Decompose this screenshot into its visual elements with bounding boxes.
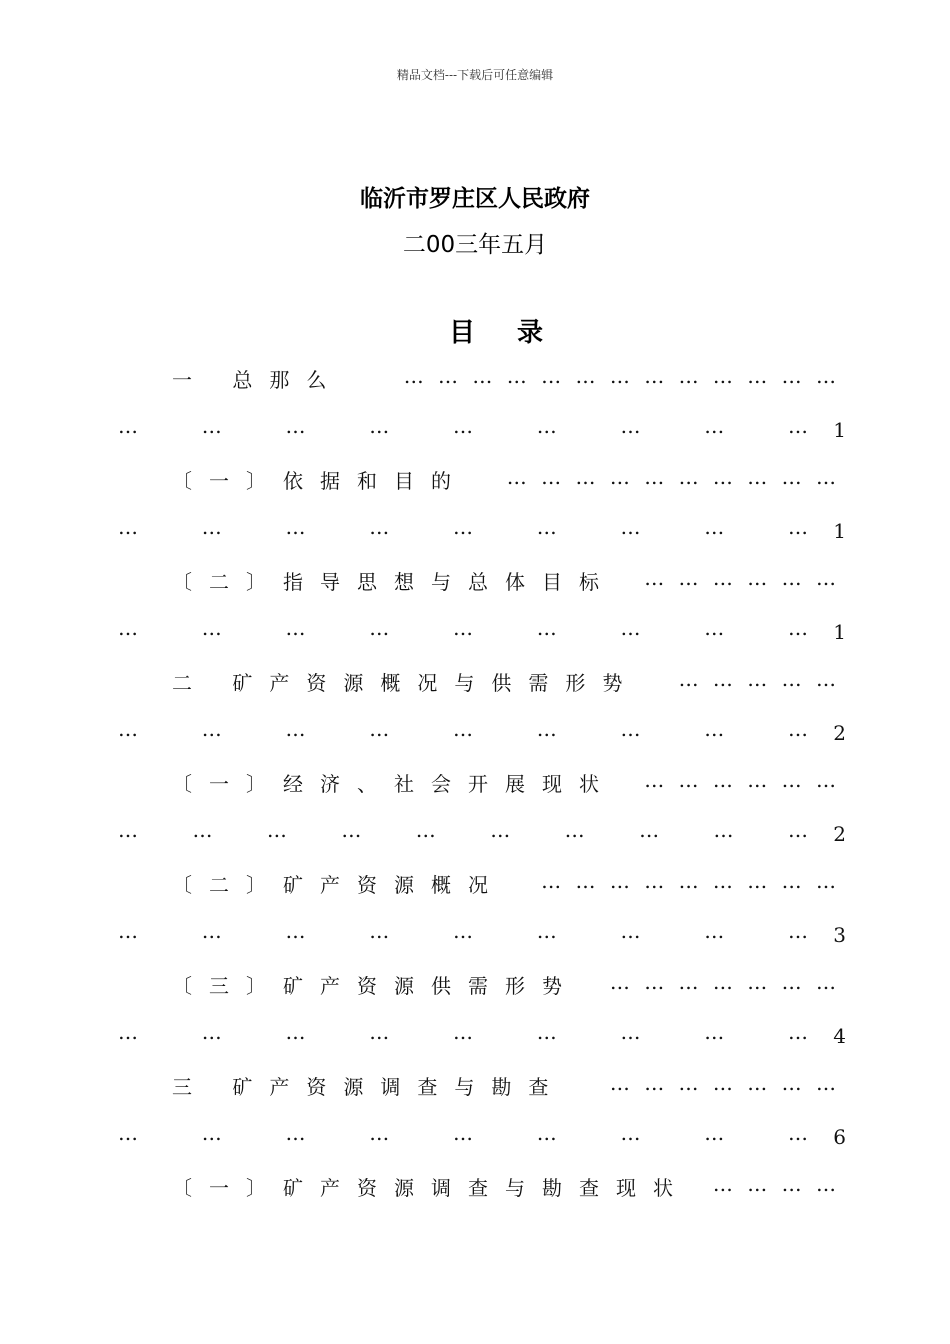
leader-dot: …: [620, 919, 641, 943]
leader-dot: …: [118, 414, 138, 438]
leader-dot: …: [118, 1121, 138, 1145]
toc-leader-dots: … … … … … … … … … …: [506, 465, 840, 489]
toc-entry-continuation: [118, 515, 846, 545]
leader-dot: …: [118, 919, 138, 943]
toc-entry[interactable]: [172, 869, 840, 899]
toc-title: 目录: [448, 318, 585, 348]
toc-entry[interactable]: [172, 970, 840, 1000]
toc-leader-dots: [118, 515, 808, 539]
leader-dot: …: [201, 515, 222, 539]
leader-dot: …: [620, 1121, 641, 1145]
leader-dot: …: [490, 818, 511, 842]
leader-dot: …: [118, 717, 138, 741]
leader-dot: …: [713, 818, 734, 842]
toc-leader-dots: [118, 616, 808, 640]
toc-entry[interactable]: [172, 768, 840, 798]
leader-dot: …: [787, 818, 808, 842]
leader-dot: …: [704, 717, 725, 741]
leader-dot: …: [285, 717, 306, 741]
toc-entry-continuation: [118, 717, 846, 747]
leader-dot: …: [620, 717, 641, 741]
leader-dot: …: [453, 1020, 473, 1044]
toc-page-number: 1: [833, 620, 846, 644]
leader-dot: …: [285, 414, 306, 438]
toc-entry-label: 〔三〕矿产资源供需形势: [172, 974, 579, 998]
toc-entry-continuation: [118, 919, 846, 949]
toc-page-number: 2: [833, 822, 846, 846]
toc-page-number: 4: [833, 1024, 846, 1048]
leader-dot: …: [369, 616, 390, 640]
toc-entry[interactable]: [172, 1071, 840, 1101]
leader-dot: …: [453, 616, 473, 640]
leader-dot: …: [341, 818, 362, 842]
toc-leader-dots: … … … … … …: [644, 768, 840, 792]
leader-dot: …: [620, 515, 641, 539]
leader-dot: …: [453, 515, 473, 539]
leader-dot: …: [453, 1121, 473, 1145]
leader-dot: …: [536, 1020, 557, 1044]
toc-leader-dots: … … … … …: [678, 667, 840, 691]
leader-dot: …: [369, 919, 390, 943]
toc-entry-continuation: [118, 414, 846, 444]
leader-dot: …: [788, 717, 808, 741]
leader-dot: …: [564, 818, 585, 842]
leader-dot: …: [620, 616, 641, 640]
toc-leader-dots: [118, 717, 808, 741]
toc-entry-label: 一 总那么: [172, 368, 344, 392]
leader-dot: …: [639, 818, 660, 842]
toc-entry-label: 〔二〕矿产资源概况: [172, 873, 505, 897]
leader-dot: …: [453, 717, 473, 741]
toc-entry-continuation: [118, 1121, 846, 1151]
toc-entry[interactable]: [172, 465, 840, 495]
toc-entry-continuation: [118, 616, 846, 646]
toc-leader-dots: [118, 1020, 808, 1044]
leader-dot: …: [201, 1121, 222, 1145]
leader-dot: …: [620, 1020, 641, 1044]
leader-dot: …: [788, 919, 808, 943]
toc-entry-label: 〔一〕矿产资源调查与勘查现状: [172, 1176, 690, 1200]
leader-dot: …: [192, 818, 213, 842]
toc-leader-dots: … … … … … … …: [609, 1071, 840, 1095]
leader-dot: …: [620, 414, 641, 438]
leader-dot: …: [536, 919, 557, 943]
toc-leader-dots: … … … … … … … … … … … … …: [403, 364, 840, 388]
leader-dot: …: [704, 1020, 725, 1044]
leader-dot: …: [415, 818, 436, 842]
leader-dot: …: [369, 717, 390, 741]
toc-leader-dots: [118, 818, 808, 842]
toc-entry-label: 〔一〕依据和目的: [172, 469, 468, 493]
toc-leader-dots: [118, 1121, 808, 1145]
toc-leader-dots: [118, 414, 808, 438]
toc-entry-label: 〔一〕经济、社会开展现状: [172, 772, 616, 796]
leader-dot: …: [285, 919, 306, 943]
leader-dot: …: [788, 1020, 808, 1044]
toc-entry-label: 〔二〕指导思想与总体目标: [172, 570, 616, 594]
toc-entry[interactable]: [172, 566, 840, 596]
leader-dot: …: [285, 1020, 306, 1044]
leader-dot: …: [788, 1121, 808, 1145]
toc-entry-continuation: [118, 1020, 846, 1050]
leader-dot: …: [704, 414, 725, 438]
toc-entry-label: 三 矿产资源调查与勘查: [172, 1075, 566, 1099]
leader-dot: …: [118, 818, 138, 842]
leader-dot: …: [453, 919, 473, 943]
leader-dot: …: [536, 414, 557, 438]
toc-leader-dots: … … … … … … … … …: [541, 869, 840, 893]
toc-page-number: 1: [833, 418, 846, 442]
toc-page-number: 1: [833, 519, 846, 543]
leader-dot: …: [201, 1020, 222, 1044]
leader-dot: …: [536, 1121, 557, 1145]
leader-dot: …: [118, 515, 138, 539]
doc-issuer: 临沂市罗庄区人民政府: [360, 186, 590, 212]
leader-dot: …: [788, 515, 808, 539]
leader-dot: …: [369, 515, 390, 539]
leader-dot: …: [704, 515, 725, 539]
toc-entry[interactable]: [172, 1172, 840, 1202]
leader-dot: …: [704, 919, 725, 943]
leader-dot: …: [453, 414, 473, 438]
leader-dot: …: [369, 1121, 390, 1145]
leader-dot: …: [369, 1020, 390, 1044]
toc-entry[interactable]: [172, 364, 840, 394]
leader-dot: …: [201, 919, 222, 943]
toc-leader-dots: … … … …: [712, 1172, 840, 1196]
leader-dot: …: [369, 414, 390, 438]
leader-dot: …: [118, 1020, 138, 1044]
doc-date: 二00三年五月: [402, 232, 548, 258]
toc-page-number: 3: [833, 923, 846, 947]
leader-dot: …: [201, 414, 222, 438]
toc-leader-dots: … … … … … … …: [609, 970, 840, 994]
page-header: 精品文档---下载后可任意编辑: [396, 68, 554, 82]
leader-dot: …: [536, 717, 557, 741]
toc-entry-label: 二 矿产资源概况与供需形势: [172, 671, 640, 695]
toc-entry-continuation: [118, 818, 846, 848]
leader-dot: …: [285, 515, 306, 539]
leader-dot: …: [201, 717, 222, 741]
leader-dot: …: [536, 616, 557, 640]
leader-dot: …: [536, 515, 557, 539]
leader-dot: …: [266, 818, 287, 842]
leader-dot: …: [118, 616, 138, 640]
leader-dot: …: [201, 616, 222, 640]
leader-dot: …: [704, 1121, 725, 1145]
leader-dot: …: [788, 616, 808, 640]
toc-page-number: 2: [833, 721, 846, 745]
leader-dot: …: [285, 1121, 306, 1145]
leader-dot: …: [704, 616, 725, 640]
toc-page-number: 6: [833, 1125, 846, 1149]
toc-leader-dots: … … … … … …: [644, 566, 840, 590]
toc-entry[interactable]: [172, 667, 840, 697]
leader-dot: …: [788, 414, 808, 438]
leader-dot: …: [285, 616, 306, 640]
toc-leader-dots: [118, 919, 808, 943]
